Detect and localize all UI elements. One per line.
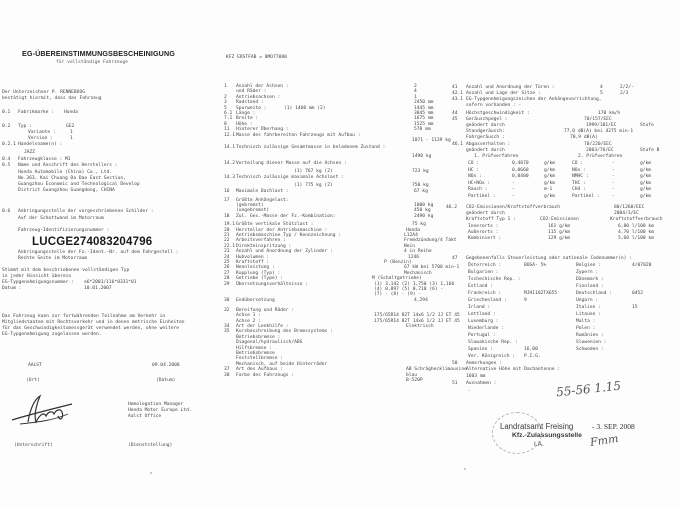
row-label: Betriebsbremse : bbox=[236, 334, 281, 340]
row-label: Bereifung und Räder : bbox=[236, 307, 295, 313]
row-number: 17 bbox=[224, 197, 230, 203]
date-caption: (Datum) bbox=[156, 378, 176, 383]
row-value: 4 bbox=[414, 89, 417, 95]
row-label: geändert durch bbox=[466, 123, 505, 128]
text: Polen : bbox=[576, 326, 596, 331]
row-value: 1999/101/EC bbox=[586, 123, 617, 128]
row-label: Farbe des Fahrzeugs : bbox=[236, 372, 295, 378]
text: Deutschland : bbox=[576, 291, 612, 296]
text: - bbox=[612, 187, 615, 193]
row-value: Mechanisch bbox=[404, 270, 432, 276]
row-label: (gebremst) bbox=[236, 202, 264, 208]
text: Irland : bbox=[468, 305, 491, 310]
row-value: Honda bbox=[406, 227, 420, 233]
row-label: Antriebsachsen : bbox=[236, 94, 281, 100]
signer-office: Aalst Office bbox=[128, 414, 162, 419]
document-title: EG-ÜBEREINSTIMMUNGSBESCHEINIGUNG bbox=[22, 49, 175, 58]
row-value: 77,0 dB(A) bei 4275 min-1 bbox=[564, 129, 634, 134]
text: 0,0400 bbox=[512, 174, 529, 180]
row-number: 20 bbox=[224, 227, 230, 233]
row-value: 3845 mm bbox=[414, 111, 434, 116]
row-number: 37 bbox=[224, 367, 230, 373]
text: Partikel : bbox=[468, 194, 496, 199]
row-value: - bbox=[468, 389, 471, 394]
text: Partikel : bbox=[572, 194, 600, 199]
text: g/km bbox=[544, 167, 556, 173]
text: Belgien : bbox=[576, 263, 601, 268]
text: Außerorts : bbox=[468, 230, 499, 235]
text: Portugal : bbox=[468, 333, 496, 338]
row-value: blau bbox=[406, 372, 418, 378]
text: Estland : bbox=[468, 284, 493, 289]
row-number: 11 bbox=[224, 127, 230, 133]
text: Lettland : bbox=[468, 312, 496, 317]
row-label: Standgeräusch: bbox=[466, 129, 505, 134]
row-label: Nennleistung : bbox=[236, 265, 275, 271]
text: 129 g/km bbox=[548, 236, 571, 241]
row-label: Hubvolumen : bbox=[236, 254, 270, 260]
scan-speck bbox=[150, 472, 152, 474]
row-label: EG-Typgenehmigungszeichen der Anhängevorrichtung, bbox=[466, 97, 602, 102]
row-number: 27 bbox=[224, 270, 230, 276]
row-label: Abgasverhalten : bbox=[466, 142, 511, 147]
row-label: sofern vorhanden : - bbox=[466, 103, 522, 108]
intro-line-2: bestätigt hiermit, dass das Fahrzeug bbox=[2, 96, 102, 101]
row-value: (7) - (8) - (9) - bbox=[374, 292, 422, 298]
row-label: Technisch zulässige Gesamtmasse in beladenem Zustand : bbox=[236, 145, 386, 151]
row-label: Art des Aufbaus : bbox=[236, 367, 284, 373]
row-label: Kurzbeschreibung des Bremssystems : bbox=[236, 329, 333, 335]
row-label: Hersteller der Antriebsmaschine : bbox=[236, 227, 328, 233]
row-label: 1. Prüfverfahren bbox=[474, 154, 519, 159]
row-number: 12.1 bbox=[224, 132, 236, 138]
text: - bbox=[612, 194, 615, 199]
row-label: Arbeitsverfahren : bbox=[236, 238, 286, 244]
text: Dänemark : bbox=[576, 277, 604, 282]
vin-number: LUCGE274083204796 bbox=[32, 236, 153, 248]
intro-line-1: Der Unterzeichner P. RENNEBOOG bbox=[2, 90, 85, 95]
trade-name-value: JAZZ bbox=[24, 150, 36, 155]
conformity-line-2: in jeder Hinsicht überein bbox=[2, 274, 72, 279]
row-number: 8 bbox=[224, 121, 227, 127]
row-value: 570 mm bbox=[414, 127, 431, 133]
text: Malta : bbox=[576, 319, 596, 324]
row-label: Betriebsbremse bbox=[236, 350, 275, 356]
row-label: Alternative Höhe mit Dachantenne : bbox=[466, 367, 561, 372]
stamp-authority: Landratsamt Freising bbox=[500, 422, 574, 431]
text: Griechenland : bbox=[468, 298, 507, 303]
text: NOx : bbox=[572, 167, 586, 173]
row-value: 1445 mm bbox=[414, 105, 434, 111]
row-number: 2 bbox=[224, 94, 227, 100]
text: MJH1102TX655 bbox=[524, 291, 558, 296]
text: 15 bbox=[632, 305, 638, 310]
paragraph-line-4: EG-Typgenehmigung zugelassen werden. bbox=[2, 332, 102, 337]
reference-line: KFZ ERSTFAB = 8MO77080 bbox=[226, 55, 287, 60]
vin-position-label: Anbringungsstelle der Fz.-Ident.-Nr. auf dem Fahrgestell : bbox=[18, 250, 179, 255]
row-label: Fahrgeräusch : bbox=[466, 135, 505, 140]
row-label: Hinterer Überhang : bbox=[236, 127, 289, 133]
text: g/km bbox=[544, 194, 556, 199]
row-value: 70,9 dB(A) bbox=[570, 135, 598, 140]
address-line-4: District Guangzhou Guangdong, CHINA bbox=[18, 188, 115, 193]
text: HC : bbox=[468, 167, 480, 173]
text: Kombiniert : bbox=[468, 236, 502, 241]
text: Italien : bbox=[576, 305, 601, 310]
row-value: B-520P bbox=[406, 377, 423, 383]
row-value: P (Benzin) bbox=[384, 259, 412, 265]
row-value: 70/220/EEC bbox=[584, 142, 612, 147]
row-label: Gegebenenfalls Steuerleistung oder nationale Codenummer(n) : bbox=[466, 256, 632, 261]
vin-position-value: Rechte Seite im Motorraum bbox=[18, 256, 88, 261]
text: Slowakische Rep. : bbox=[468, 340, 518, 345]
text: 161 g/km bbox=[548, 224, 571, 229]
vin-label: Fahrzeug-Identifizierungsnummer : bbox=[18, 228, 110, 233]
row-value: 1246 bbox=[408, 254, 420, 260]
row-label: und Räder : bbox=[236, 89, 267, 95]
text: g/km bbox=[640, 167, 652, 173]
text: Rumänien : bbox=[576, 333, 604, 338]
row-number: 29 bbox=[224, 281, 230, 287]
row-stage: Stufe B bbox=[640, 148, 660, 153]
row-value: 80/1268/EEC bbox=[614, 205, 645, 210]
paragraph-line-3: für das Geschwindigkeitsmessgerät verwendet werden, ohne weitere bbox=[2, 326, 180, 331]
row-value: 1490 kg bbox=[412, 153, 432, 159]
row-number: 14.3 bbox=[224, 174, 236, 180]
text: CO : bbox=[468, 161, 480, 166]
row-label: Anzahl und Lage der Sitze : bbox=[466, 91, 541, 96]
row-label: Achse 1 : bbox=[236, 313, 261, 319]
row-label: Mechanisch, auf beide Hinterräder bbox=[236, 361, 328, 367]
row-label: Verteilung dieser Masse auf die Achsen : bbox=[236, 160, 347, 166]
text: 115 g/km bbox=[548, 230, 571, 235]
scan-speck bbox=[464, 468, 466, 470]
text: Innerorts : bbox=[468, 224, 499, 229]
row-number: 38 bbox=[224, 372, 230, 378]
row-label: Art der Lenkhilfe : bbox=[236, 323, 289, 329]
row-value: Fremdzündung/4 Takt bbox=[404, 238, 457, 244]
text: 16,00 bbox=[524, 347, 538, 352]
row-value: Nein bbox=[404, 243, 416, 249]
row-value: 1603 mm bbox=[466, 374, 486, 379]
row-number: 16 bbox=[224, 188, 230, 194]
text: BOGA- 5% bbox=[524, 263, 547, 268]
row-value: 1675 mm bbox=[414, 116, 434, 122]
row-label: Diagonal/hydraulisch/ABS bbox=[236, 340, 303, 346]
text: CO : bbox=[572, 161, 584, 166]
text: - bbox=[612, 161, 615, 166]
row-number: 46.1 bbox=[452, 142, 464, 147]
text: - bbox=[612, 167, 615, 173]
row-number: 32 bbox=[224, 307, 230, 313]
row-value: 4,294 bbox=[414, 297, 428, 303]
row-value: (4) 0,897 (5) 0,710 (6) - bbox=[374, 286, 444, 292]
row-number: 3 bbox=[224, 100, 227, 106]
row-label: Geräuschpegel : bbox=[466, 117, 508, 122]
row-value: 2. Prüfverfahren bbox=[578, 154, 623, 159]
row-label: Größte Anhängelast: bbox=[236, 197, 289, 203]
signer-title: Homologation Manager bbox=[128, 402, 184, 407]
row-number: 14.2 bbox=[224, 160, 236, 166]
text: 9 bbox=[524, 298, 527, 303]
row-number: 50 bbox=[452, 361, 458, 366]
signature-image bbox=[10, 392, 80, 428]
row-label: Zul. Ges.-Masse der Fz.-Kombination: bbox=[236, 213, 336, 219]
value-a: 4 bbox=[600, 85, 603, 90]
text: Zypern : bbox=[576, 270, 599, 275]
row-number: 42.1 bbox=[452, 91, 464, 96]
row-number: 34 bbox=[224, 323, 230, 329]
document-subtitle: für vollständige Fahrzeuge bbox=[56, 60, 128, 65]
row-value: 2004/3/EC bbox=[614, 211, 639, 216]
text: g/km bbox=[544, 180, 556, 186]
row-number: 18 bbox=[224, 213, 230, 219]
text: Bulgarien : bbox=[468, 270, 499, 275]
paragraph-line-2: Mitgliedstaaten mit Rechtsverkehr und in denen metrische Einheiten bbox=[2, 320, 185, 325]
text: 0452 bbox=[632, 291, 644, 296]
row-number: 35 bbox=[224, 329, 230, 335]
row-label: Masse des fahrbereiten Fahrzeugs mit Aufbau : bbox=[236, 132, 361, 138]
row-label: Breite : bbox=[236, 116, 259, 122]
text: THC : bbox=[572, 180, 586, 186]
row-number: 22.1 bbox=[224, 243, 236, 249]
address-line-1: Honda Automobile (China) Co., Ltd. bbox=[18, 170, 113, 175]
text: Finnland : bbox=[576, 284, 604, 289]
paragraph-line-1: Das Fahrzeug kann zur fortwährenden Teilnahme am Verkehr in bbox=[2, 314, 166, 319]
row-label: CO2-Emissionen/Kraftstoffverbrauch bbox=[466, 205, 561, 210]
row-number: 21 bbox=[224, 232, 230, 238]
signature-caption: (Unterschrift) bbox=[14, 443, 53, 448]
handwritten-note: 55-56 1.15 bbox=[555, 378, 622, 400]
value-b: 2/3 bbox=[620, 91, 629, 96]
row-number: 47 bbox=[452, 256, 458, 261]
row-middle-value: (1) 1460 mm (2) bbox=[284, 105, 326, 111]
row-value: 70/157/EEC bbox=[584, 117, 612, 122]
row-value: L12A4 bbox=[404, 232, 418, 238]
row-label: Anzahl und Anordnung der Türen : bbox=[466, 85, 555, 90]
text: P.I.G. bbox=[524, 354, 541, 359]
row-number: 41 bbox=[452, 85, 458, 90]
text: - bbox=[512, 187, 515, 193]
row-value: AB Schräghecklimousine bbox=[406, 367, 467, 373]
row-value: 170 km/h bbox=[598, 111, 621, 116]
row-label: Anzahl der Achsen : bbox=[236, 84, 289, 89]
row-value: 1525 mm bbox=[414, 121, 434, 127]
text: CH4 : bbox=[572, 187, 586, 193]
text: 4/07820 bbox=[632, 263, 652, 268]
text: g/km bbox=[544, 161, 556, 166]
text: Spanien : bbox=[468, 347, 493, 352]
row-label: Anzahl und Anordnung der Zylinder : bbox=[236, 249, 333, 255]
signer-company: Honda Motor Europe Ltd. bbox=[128, 408, 192, 413]
row-label: Endübersetzung bbox=[236, 297, 275, 303]
text: 6,80 l/100 km bbox=[618, 224, 654, 229]
place-caption: (Ort) bbox=[26, 378, 40, 383]
row-value: 450 kg bbox=[414, 208, 431, 214]
text: Litauen : bbox=[576, 312, 601, 317]
text: g/km bbox=[544, 174, 556, 180]
row-middle-value: (1) 775 kg (2) bbox=[294, 183, 333, 189]
text: Schweden : bbox=[576, 347, 604, 352]
text: g/km bbox=[640, 187, 652, 193]
row-label: geändert durch bbox=[466, 148, 505, 153]
text: g/km bbox=[640, 194, 652, 199]
row-label: Kupplung (Typ) : bbox=[236, 270, 281, 276]
certificate-page: EG-ÜBEREINSTIMMUNGSBESCHEINIGUNG für vollständige Fahrzeuge Der Unterzeichner P. RENNEBOOG bestätigt hiermit, dass das Fahrzeug 0.1 Fabrikmarke : Honda 0.2 Typ : GE2 Variante : 1 Version : 1 0.2.1 Handelsname(n) : JAZZ 0.4 Fahrzeugklasse : M1 0.5 Name und Anschrift des Herstellers : Honda Automobile (China) Co., Ltd. No.363, Kai Chuang Da Dao East Section, Guangzhou Economic and Technological Develop District Guangzhou Guangdong, CHINA 0.6 Anbringungsstelle der vorgeschriebenen Schilder : Auf der Schottwand im Motorraum Fahrzeug-Identifizierungsnummer : LUCGE274083204796 Anbringungsstelle der Fz.-Ident.-Nr. auf dem Fahrgestell : Rechte Seite im Motorraum Stimmt mit dem beschriebenen vollständigen Typ in jeder Hinsicht überein EG-Typgenehmigungsnummer : e6*2001/116*0331*01 Datum : 10.01.2007 Das Fahrzeug kann zur fortwährenden Teilnahme am Verkehr in Mitgliedstaaten mit Rechtsverkehr und in denen metrische Einheiten für das Geschwindigkeitsmessgerät verwendet werden, ohne weitere EG-Typgenehmigung zugelassen werden. AALST 09.04.2008 (Ort) (Datum) Homologation Manager Honda Motor Europe Ltd. Aalst Office (Unterschrift) (Dienststellung) KFZ ERSTFAB = 8MO77080 1 Anzahl der Achsen : 2 und Räder : 4 2 Antriebsachsen : 1 3 Radstand : 2450 mm 5 Spurweite : (1) 1460 mm (2) 1445 mm 6.1 Länge : 3845 mm 7.1 Breite : 1675 mm 8 Höhe : 1525 mm 11 Hinterer Überhang : 570 mm 12.1 Masse des fahrbereiten Fahrzeugs mit Aufbau : 1071 - 1139 kg 14.1 Technisch zulässige Gesamtmasse in beladenem Zustand : 1490 kg 14.2 Verteilung dieser Masse auf die Achsen : (1) 767 kg (2) 723 kg 14.3 Technisch zulässige maximale Achslast : (1) 775 kg (2) 750 kg 16 Maximale Dachlast : 67 kg 17 Größte Anhängelast: (gebremst) 1000 kg (ungebremst) 450 kg 18 Zul. Ges.-Masse der Fz.-Kombination: 2490 kg 19.1 Größte vertikale Stützlast : 75 kg 20 Hersteller der Antriebsmaschine : Honda 21 Antriebsmaschine Typ / Kennzeichnung : L12A4 22 Arbeitsverfahren : Fremdzündung/4 Takt 22.1 Direkteinspritzung : Nein 23 Anzahl und Anordnung der Zylinder : 4 in Reihe 24 Hubvolumen : 1246 25 Kraftstoff : P (Benzin) 26 Nennleistung : 67 kW bei 5700 min-1 27 Kupplung (Typ) : Mechanisch 28 Getriebe (Type) : M (Schaltgetriebe) 29 Übersetzungsverhältnisse : (1) 3,142 (2) 1,750 (3) 1,166 (4) 0,897 (5) 0,710 (6) - (7) - (8) - (9) - 30 Endübersetzung 4,294 32 Bereifung und Räder : Achse 1 : 175/65R14 82T 14x6 1/2 JJ ET 45 Achse 2 : 175/65R14 82T 14x6 1/2 JJ ET 45 34 Art der Lenkhilfe : Elektrisch 35 Kurzbeschreibung des Bremssystems : Betriebsbremse : Diagonal/hydraulisch/ABS Hilfsbremse : Betriebsbremse Feststellbremse : Mechanisch, auf beide Hinterräder 37 Art des Aufbaus : AB Schräghecklimousine 38 Farbe des Fahrzeugs : blau B-520P 41 Anzahl und Anordnung der Türen : 4 2/2/- 42.1 Anzahl und Lage der Sitze : 5 2/3 43.1 EG-Typgenehmigungszeichen der Anhängevorrichtung, sofern vorhanden : - 44 Höchstgeschwindigkeit : 170 km/h 45 Geräuschpegel : 70/157/EEC geändert durch 1999/101/EC Stufe Standgeräusch: 77,0 dB(A) bei 4275 min-1 Fahrgeräusch : 70,9 dB(A) 46.1 Abgasverhalten : 70/220/EEC geändert durch 2003/76/EC Stufe B 1. Prüfverfahren 2. Prüfverfahren CO : 0,4870 g/km CO : - g/km HC : 0,0660 g/km NOx : - g/km NOx : 0,0400 g/km NMHC : - g/km HC+NOx : - g/km THC : - g/km Rauch : - m-1 CH4 : - g/km Partikel : - g/km Partikel : - g/km 46.2 CO2-Emissionen/Kraftstoffverbrauch 80/1268/EEC geändert durch 2004/3/EC Kraftstoff Typ 1 : CO2-Emissionen Kraftstoffverbrauch Innerorts : 161 g/km 6,80 l/100 km Außerorts : 115 g/km 4,70 l/100 km Kombiniert : 129 g/km 5,60 l/100 km 47 Gegebenenfalls Steuerleistung oder nationale Codenummer(n) : Österreich : BOGA- 5% Belgien : 4/07820 Bulgarien : Zypern : Tschechische Rep. : Dänemark : Estland : Finnland : Frankreich : MJH1102TX655 Deutschland : 0452 Griechenland : 9 Ungarn : Irland : Italien : 15 Lettland : Litauen : Luxemburg : Malta : Niederlande : Polen : Portugal : Rumänien : Slowakische Rep. : Slowenien : Spanien : 16,00 Schweden : Ver. Königreich : P.I.G. 50 Anmerkungen : Alternative Höhe mit Dachantenne : 1603 mm 51 Ausnahmen : - 55-56 1.15 Landratsamt Freising Kfz.-Zulassungsstelle I.A. - 3. SEP. 2008 Fmm bbox=[0, 0, 680, 510]
row-value: 75 kg bbox=[412, 222, 426, 228]
row-middle-value: (1) 767 kg (2) bbox=[294, 169, 333, 175]
row-label: Getriebe (Type) : bbox=[236, 276, 284, 282]
text: Österreich : bbox=[468, 263, 502, 268]
row-value: 750 kg bbox=[412, 183, 429, 189]
row-value: 1000 kg bbox=[414, 202, 434, 208]
row-value: 1 bbox=[414, 94, 417, 100]
row-number: 7.1 bbox=[224, 116, 233, 122]
text: Ver. Königreich : bbox=[468, 354, 516, 359]
stamp-ia: I.A. bbox=[534, 441, 544, 448]
row-number: 19.1 bbox=[224, 222, 236, 228]
row-label: Feststellbremse : bbox=[236, 356, 284, 362]
row-number: 25 bbox=[224, 259, 230, 265]
row-label: geändert durch bbox=[466, 211, 505, 216]
position-caption: (Dienststellung) bbox=[128, 443, 173, 448]
text: g/km bbox=[640, 180, 652, 186]
row-number: 30 bbox=[224, 297, 230, 303]
row-label: Kraftstoff : bbox=[236, 259, 270, 265]
row-number: 22 bbox=[224, 238, 230, 244]
row-value: 175/65R14 82T 14x6 1/2 JJ ET 45 bbox=[374, 313, 460, 319]
text: Luxemburg : bbox=[468, 319, 499, 324]
row-number: 43.1 bbox=[452, 97, 464, 102]
column-header: CO2-Emissionen bbox=[540, 217, 579, 222]
row-value: 175/65R14 82T 14x6 1/2 JJ ET 45 bbox=[374, 318, 460, 324]
row-label: Kraftstoff Typ 1 : bbox=[466, 217, 516, 222]
row-label: Größte vertikale Stützlast : bbox=[236, 222, 314, 228]
text: Tschechische Rep. : bbox=[468, 277, 521, 282]
text: - bbox=[512, 194, 515, 199]
column-header: Kraftstoffverbrauch bbox=[610, 217, 663, 222]
row-label: Ausnahmen : bbox=[466, 381, 497, 386]
row-label: Höhe : bbox=[236, 121, 253, 127]
row-label: Länge : bbox=[236, 111, 256, 116]
plate-location-value: Auf der Schottwand im Motorraum bbox=[18, 216, 104, 221]
row-value: 4 in Reihe bbox=[404, 249, 432, 255]
row-value: 2 bbox=[414, 84, 417, 89]
row-value: 67 kW bei 5700 min-1 bbox=[404, 265, 460, 271]
row-value: 2450 mm bbox=[414, 100, 434, 106]
text: NMHC : bbox=[572, 174, 589, 180]
text: HC+NOx : bbox=[468, 180, 491, 186]
row-label: Radstand : bbox=[236, 100, 264, 106]
stamp-office: Kfz.-Zulassungsstelle bbox=[512, 432, 582, 439]
row-stage: Stufe bbox=[640, 123, 654, 128]
row-number: 1 bbox=[224, 84, 227, 89]
row-label: Technisch zulässige maximale Achslast : bbox=[236, 174, 344, 180]
text: 5,60 l/100 km bbox=[618, 236, 654, 241]
row-number: 44 bbox=[452, 111, 458, 116]
row-number: 51 bbox=[452, 381, 458, 386]
row-value: 723 kg bbox=[412, 169, 429, 175]
value-a: 5 bbox=[600, 91, 603, 96]
row-value: Elektrisch bbox=[406, 323, 434, 329]
text: Slowenien : bbox=[576, 340, 607, 345]
text: Niederlande : bbox=[468, 326, 504, 331]
text: Frankreich : bbox=[468, 291, 502, 296]
row-label: Direkteinspritzung : bbox=[236, 243, 292, 249]
row-label: Achse 2 : bbox=[236, 318, 261, 324]
stamp-signature: Fmm bbox=[589, 432, 620, 449]
conformity-line-1: Stimmt mit dem beschriebenen vollständigen Typ bbox=[2, 268, 130, 273]
text: g/km bbox=[640, 174, 652, 180]
row-value: (1) 3,142 (2) 1,750 (3) 1,166 bbox=[374, 281, 455, 287]
row-number: 24 bbox=[224, 254, 230, 260]
value-b: 2/2/- bbox=[620, 85, 634, 90]
row-value: 67 kg bbox=[414, 188, 428, 194]
address-line-2: No.363, Kai Chuang Da Dao East Section, bbox=[18, 176, 126, 181]
stamp-date: - 3. SEP. 2008 bbox=[592, 422, 635, 431]
text: g/km bbox=[640, 161, 652, 166]
row-value: 2003/76/EC bbox=[586, 148, 614, 153]
text: 0,4870 bbox=[512, 161, 529, 166]
text: 0,0660 bbox=[512, 167, 529, 173]
text: Ungarn : bbox=[576, 298, 599, 303]
row-label: (ungebremst) bbox=[236, 208, 270, 214]
place-value: AALST bbox=[28, 363, 42, 368]
row-label: Höchstgeschwindigkeit : bbox=[466, 111, 530, 116]
row-label: Übersetzungsverhältnisse : bbox=[236, 281, 308, 287]
text: NOx : bbox=[468, 174, 482, 180]
row-value: 1071 - 1139 kg bbox=[412, 138, 451, 143]
row-number: 14.1 bbox=[224, 145, 236, 151]
row-value: M (Schaltgetriebe) bbox=[372, 276, 422, 282]
row-label: Antriebsmaschine Typ / Kennzeichnung : bbox=[236, 232, 342, 238]
row-number: 5 bbox=[224, 105, 227, 111]
text: Rauch : bbox=[468, 187, 488, 193]
text: m-1 bbox=[544, 187, 553, 193]
row-number: 26 bbox=[224, 265, 230, 271]
text: - bbox=[612, 174, 615, 180]
row-number: 45 bbox=[452, 117, 458, 122]
text: - bbox=[612, 180, 615, 186]
row-label: Spurweite : bbox=[236, 105, 267, 111]
row-number: 6.1 bbox=[224, 111, 233, 116]
text: - bbox=[512, 180, 515, 186]
address-line-3: Guangzhou Economic and Technological Develop bbox=[18, 182, 140, 187]
row-number: 46.2 bbox=[446, 205, 458, 210]
row-number: 28 bbox=[224, 276, 230, 282]
row-label: Maximale Dachlast : bbox=[236, 188, 289, 194]
place-date-value: 09.04.2008 bbox=[152, 363, 180, 368]
row-number: 23 bbox=[224, 249, 230, 255]
row-label: Hilfsbremse : bbox=[236, 345, 272, 351]
text: 4,70 l/100 km bbox=[618, 230, 654, 235]
row-label: Anmerkungen : bbox=[466, 361, 502, 366]
row-value: 2490 kg bbox=[414, 213, 434, 219]
